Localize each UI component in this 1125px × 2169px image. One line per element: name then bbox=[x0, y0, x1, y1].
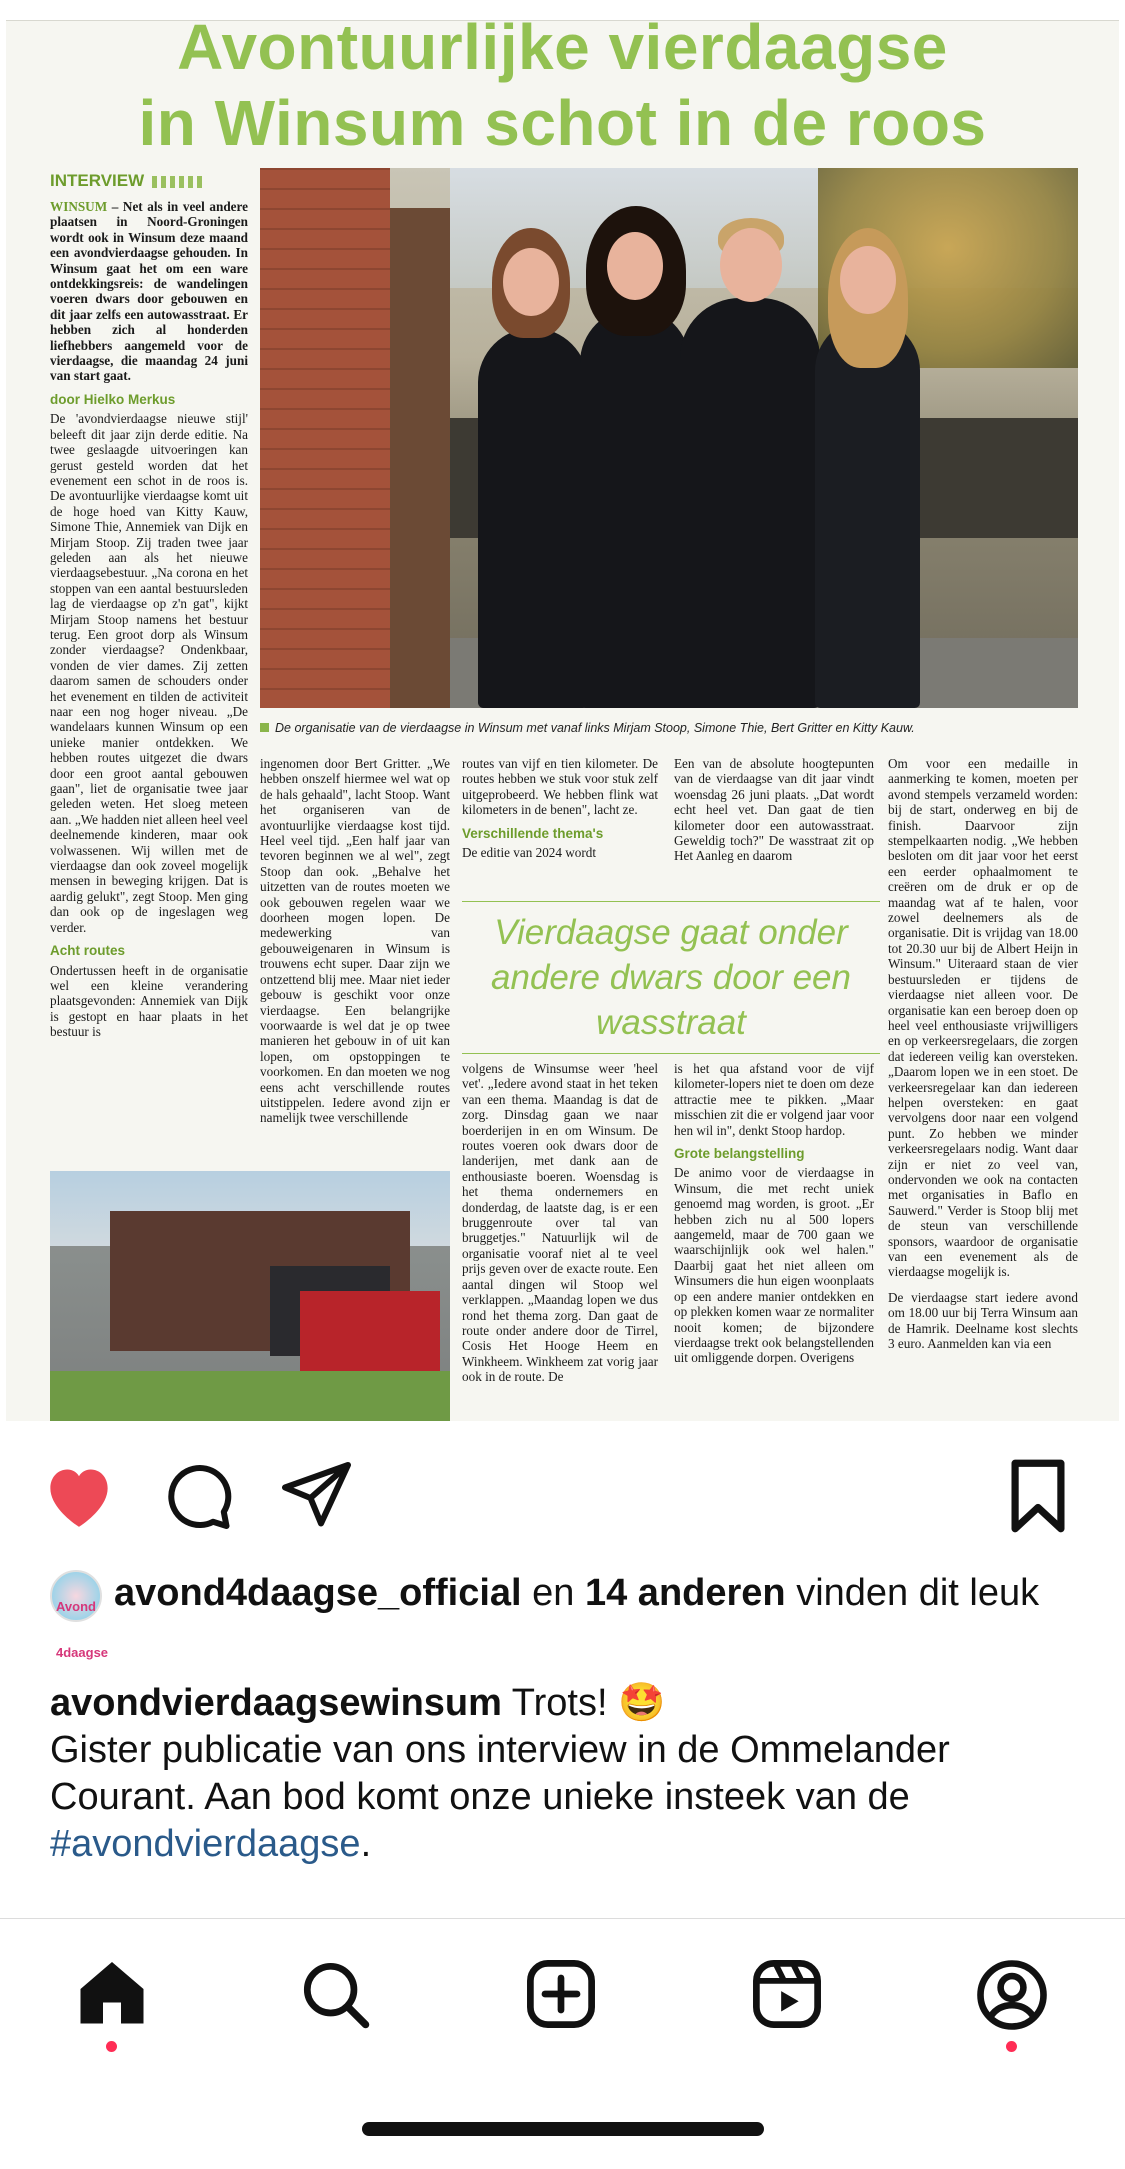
caption-marker bbox=[260, 723, 269, 732]
caption-line-1 bbox=[50, 1680, 1090, 1727]
photo-caption bbox=[260, 721, 915, 735]
caption-text-2: Gister publicatie van ons interview in de Ommelander Courant. Aan bod komt onze unieke insteek van de bbox=[50, 1729, 950, 1818]
fire-station-photo bbox=[50, 1171, 450, 1421]
home-indicator[interactable] bbox=[362, 2122, 764, 2136]
article-body-3b: De editie van 2024 wordt bbox=[462, 845, 597, 861]
article-body-5: Om voor een medaille in aanmerking te komen, moeten per avond stempels verzameld worden: bij de start, onderweg en bij de finish. Daarvoor zijn stempelkaarten nodig. „We hebben besloten om dit jaar voor het eerst een eerder ophaalmoment te creëren om de druk er op de maandag wat af te halen, voor zowel deelnemers als de organisatie. Dit is vrijdag van 18.00 tot 20.30 uur bij de Albert Heijn in Winsum." Uiteraard staan de vier bestuursleden er tijdens de vierdaagse niet alleen voor. De organisatie kan een beroep doen op heel veel enthousiaste vrijwilligers en op verkeersregelaars, die zorgen dat iedereen veilig kan oversteken. „Daarom lopen we in een stoet. De verkeersregelaar kan dan iedereen helpen oversteken: en gaat vervolgens door naar een volgend punt. Zo hebben we minder verkeersregelaars nodig. Want daar zijn er niet zo veel van, ondervonden we ook na contacten met organisaties in Baflo en Sauwerd." Verder is Stoop blij met de steun van verschillende sponsors, waardoor de organisatie van een evenement als de vierdaagse mogelijk is. bbox=[888, 756, 1078, 1280]
article-column-5 bbox=[888, 756, 1078, 1411]
article-byline: door Hielko Merkus bbox=[50, 391, 176, 407]
article-column-3-top bbox=[462, 756, 658, 896]
person-4-head bbox=[840, 246, 896, 314]
photo-caption-text: De organisatie van de vierdaagse in Winsum met vanaf links Mirjam Stoop, Simone Thie, Bert Gritter en Kitty Kauw. bbox=[275, 721, 915, 735]
article-body-4b: is het qua afstand voor de vijf kilometer-lopers niet te doen om deze attractie mee te pikken. „Maar misschien zit die er volgend jaar voor hen wil in", denkt Stoop hardop. bbox=[674, 1061, 874, 1138]
article-body-3c: volgens de Winsumse weer 'heel vet'. „Iedere avond staat in het teken van een thema. Maandag is dat de zorg. Dinsdag gaan we naar boerderijen in en om Winsum. De routes voeren ook dwars door de landerijen, met dank aan de enthousiaste boeren. Woensdag is het thema ondernemers en donderdag, de laatste dag, is er een bruggenroute over tal van bruggetjes." Natuurlijk wil de organisatie vooraf niet al te veel prijs geven over de exacte route. Een aantal dingen wil Stoop wel verklappen. „Maandag lopen we dus rond het thema zorg. Dan gaat de route onder andere door de Tirrel, Cosis Het Hooge Heem en Winkheem. Winkheem zat vorig jaar ook in de route. De bbox=[462, 1061, 658, 1385]
person-1-head bbox=[503, 248, 559, 316]
heart-filled-icon[interactable] bbox=[40, 1460, 118, 1530]
likes-text[interactable] bbox=[50, 1570, 1090, 1616]
subhead-acht-routes: Acht routes bbox=[50, 943, 126, 959]
liker-username[interactable]: avond4daagse_official bbox=[114, 1572, 522, 1614]
reels-icon[interactable] bbox=[752, 1959, 822, 2029]
article-headline-line1: Avontuurlijke vierdaagse bbox=[177, 11, 948, 83]
person-1 bbox=[478, 328, 588, 708]
person-2-head bbox=[607, 232, 663, 300]
bookmark-icon[interactable] bbox=[1008, 1460, 1068, 1532]
article-column-4-top bbox=[674, 756, 874, 896]
liker-avatar-label: Avond 4daagse bbox=[56, 1599, 109, 1660]
person-2 bbox=[580, 308, 690, 708]
post-actions bbox=[0, 1440, 1125, 1550]
interview-tag bbox=[50, 171, 204, 191]
likes-others-count[interactable]: 14 anderen bbox=[584, 1572, 786, 1614]
article-column-3-bottom bbox=[462, 1061, 658, 1411]
article-headline-line2: in Winsum schot in de roos bbox=[138, 87, 987, 159]
profile-notification-dot bbox=[1006, 2041, 1017, 2052]
home-notification-dot bbox=[106, 2041, 117, 2052]
article-body-4c: De animo voor de vierdaagse in Winsum, die met recht uniek genoemd mag worden, is groot. „Er hebben zich nu al 500 lopers aangemeld, maar de 700 gaan we waarschijnlijk ook wel halen." Daarbij gaat het niet alleen om Winsumers die hun eigen woonplaats op een andere manier ontdekken en op plekken komen waar ze normaliter nooit komen; de bijzondere vierdaagse trekt ook belangstellenden uit omliggende dorpen. Overigens bbox=[674, 1165, 874, 1366]
pull-quote: Vierdaagse gaat onder andere dwars door een wasstraat bbox=[462, 901, 880, 1054]
person-3 bbox=[680, 298, 820, 708]
person-3-head bbox=[720, 228, 782, 302]
article-body-1b: Ondertussen heeft in de organisatie wel een kleine verandering plaatsgevonden: Annemiek van Dijk is gestopt en haar plaats in het bestuur is bbox=[50, 962, 248, 1040]
home-icon[interactable] bbox=[76, 1957, 148, 2027]
article-column-2 bbox=[260, 756, 450, 1161]
article-body-1: De 'avondvierdaagse nieuwe stijl' beleeft dit jaar zijn derde editie. Na twee geslaagde uitvoeringen kan gerust gesteld worden dat het evenement een schot in de roos is. De avontuurlijke vierdaagse komt uit de hoge hoed van Kitty Kauw, Simone Thie, Annemiek van Dijk en Mirjam Stoop. Zij traden twee jaar geleden aan als het nieuwe vierdaagsebestuur. „Na corona en het stoppen van een aantal bestuursleden lag de vierdaagse op z'n gat", kijkt Mirjam Stoop namens het bestuur terug. Een groot dorp als Winsum zonder vierdaagse? Ondenkbaar, vonden de vier dames. Zij zetten daarom samen de schouders onder het evenement en tilden de activiteit naar een nog hoger niveau. „De wandelaars kunnen Winsum op een unieke manier ontdekken. We hebben routes uitgezet die dwars door een groot aantal gebouwen gaan", liet de organisatie twee jaar geleden weten. Het sloeg meteen aan. „We hadden niet alleen heel veel deelnemende kinderen, maar ook volwassenen. Wij willen met de vierdaagse dan ook zoveel mogelijk mensen in beweging krijgen. Dat is aardig gelukt", zegt Stoop. Men ging dan ook op de ingeslagen weg verder. bbox=[50, 411, 248, 935]
lead-text: – Net als in veel andere plaatsen in Noord-Groningen wordt ook in Winsum deze maand een avondvierdaagse gehouden. In Winsum gaat het om een ware ontdekkingsreis: de wandelingen voeren dwars door gebouwen en dit jaar zelfs een autowasstraat. Er hebben zich al honderden liefhebbers aangemeld voor de vierdaagse, die maandag 24 juni van start gaat. bbox=[50, 199, 248, 384]
photo-brick-wall bbox=[260, 168, 390, 708]
subhead-grote-belangstelling: Grote belangstelling bbox=[674, 1146, 805, 1162]
likes-summary bbox=[50, 1570, 1090, 1660]
article-column-4-bottom bbox=[674, 1061, 874, 1411]
tag-bars-decoration bbox=[152, 176, 204, 188]
person-4 bbox=[815, 318, 920, 708]
likes-connector: en bbox=[521, 1572, 585, 1614]
article-column-1 bbox=[50, 199, 248, 1159]
interview-tag-label: INTERVIEW bbox=[50, 171, 145, 190]
search-icon[interactable] bbox=[300, 1959, 370, 2029]
liker-avatar[interactable] bbox=[50, 1570, 109, 1660]
photo-lawn bbox=[50, 1371, 450, 1421]
article-body-5b: De vierdaagse start iedere avond om 18.00 uur bij Terra Winsum aan de Hamrik. Deelname kost slechts 3 euro. Aanmelden kan via een bbox=[888, 1289, 1078, 1352]
article-body-2: ingenomen door Bert Gritter. „We hebben onszelf hiermee wel wat op de hals gehaald", lacht Stoop. Want het organiseren van de avontuurlijke vierdaagse kost tijd. Heel veel tijd. „Een half jaar van tevoren beginnen we al wel", zegt Stoop dan ook. „Behalve het uitzetten van de routes moeten we ook gebouwen regelen waar we doorheen mogen lopen. De medewerking van gebouweigenaren in Winsum is trouwens echt super. Daar zijn we ontzettend blij mee. Maar niet ieder gebouw is geschikt voor onze vierdaagse. Een belangrijke voorwaarde is wel dat je op twee manieren het gebouw in of uit kan lopen, om opstoppingen te voorkomen. En dan moeten we nog eens acht verschillende routes uitstippelen. Iedere avond zijn er namelijk twee verschillende bbox=[260, 756, 450, 1126]
article-body-4: Een van de absolute hoogtepunten van de vierdaagse van dit jaar vindt woensdag 26 juni plaats. „Dat wordt echt heel vet. Dan gaat de tien kilometer door een autowasstraat. Geweldig toch?" De wasstraat zit op Het Aanleg en daarom bbox=[674, 756, 874, 864]
photo-wood-panel bbox=[390, 208, 450, 708]
paper-plane-icon[interactable] bbox=[282, 1462, 354, 1528]
profile-icon[interactable] bbox=[976, 1959, 1048, 2031]
post-caption bbox=[50, 1680, 1090, 1868]
newspaper-clipping bbox=[6, 11, 1119, 1421]
caption-end: . bbox=[360, 1823, 372, 1865]
caption-line-2 bbox=[50, 1727, 1090, 1868]
caption-hashtag[interactable]: #avondvierdaagse bbox=[50, 1823, 361, 1865]
organisers-photo bbox=[260, 168, 1078, 708]
create-icon[interactable] bbox=[526, 1959, 596, 2029]
caption-username[interactable]: avondvierdaagsewinsum bbox=[50, 1682, 502, 1724]
lead-place: WINSUM bbox=[50, 199, 108, 214]
caption-text-1: Trots! 🤩 bbox=[501, 1682, 666, 1724]
likes-suffix: vinden dit leuk bbox=[785, 1572, 1040, 1614]
article-lead bbox=[50, 199, 248, 384]
comment-icon[interactable] bbox=[162, 1460, 234, 1532]
article-body-3: routes van vijf en tien kilometer. De routes hebben we stuk voor stuk zelf uitgeprobeerd. We hebben flink wat kilometers in de benen", lacht ze. bbox=[462, 756, 658, 818]
subhead-themas: Verschillende thema's bbox=[462, 825, 604, 841]
